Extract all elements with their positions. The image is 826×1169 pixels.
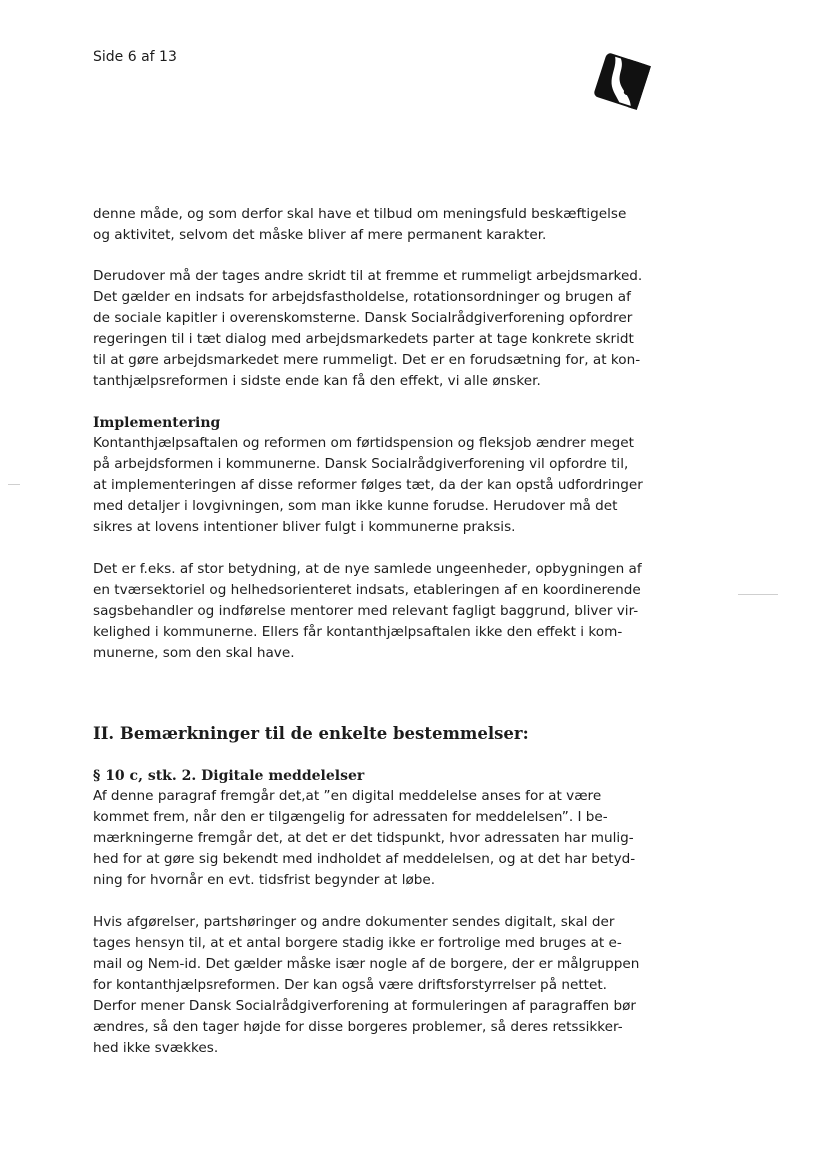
text-line: mail og Nem-id. Det gælder måske især nogle af de borgere, der er målgruppen	[93, 956, 640, 972]
text-line: ning for hvornår en evt. tidsfrist begynder at løbe.	[93, 872, 436, 888]
text-line: til at gøre arbejdsmarkedet mere rummeligt. Det er en forudsætning for, at kon-	[93, 352, 641, 368]
text-line: kommet frem, når den er tilgængelig for adressaten for meddelelsen”. I be-	[93, 809, 608, 825]
paragraph-implementering	[93, 433, 693, 538]
text-line: mærkningerne fremgår det, at det er det tidspunkt, hvor adressaten har mulig-	[93, 830, 634, 846]
text-line: med detaljer i lovgivningen, som man ikke kunne forudse. Herudover må det	[93, 498, 618, 514]
text-line: Derfor mener Dansk Socialrådgiverforening at formuleringen af paragraffen bør	[93, 998, 636, 1014]
text-line: kelighed i kommunerne. Ellers får kontanthjælpsaftalen ikke den effekt i kom-	[93, 624, 623, 640]
text-line: sikres at lovens intentioner bliver fulgt i kommunerne praksis.	[93, 519, 516, 535]
text-line: Hvis afgørelser, partshøringer og andre dokumenter sendes digitalt, skal der	[93, 914, 615, 930]
scan-speck	[738, 594, 778, 595]
paragraph-digital-meddelelse	[93, 786, 693, 891]
text-line: og aktivitet, selvom det måske bliver af mere permanent karakter.	[93, 227, 547, 243]
heading-section-2: II. Bemærkninger til de enkelte bestemmelser:	[93, 724, 529, 743]
paragraph-stor-betydning	[93, 559, 693, 664]
text-line: Af denne paragraf fremgår det,at ”en digital meddelelse anses for at være	[93, 788, 602, 804]
text-line: denne måde, og som derfor skal have et tilbud om meningsfuld beskæftigelse	[93, 206, 627, 222]
text-line: regeringen til i tæt dialog med arbejdsmarkedets parter at tage konkrete skridt	[93, 331, 634, 347]
dice-logo-icon	[590, 50, 654, 112]
scan-speck	[8, 484, 20, 485]
paragraph-sendes-digitalt	[93, 912, 693, 1059]
text-line: Kontanthjælpsaftalen og reformen om førtidspension og fleksjob ændrer meget	[93, 435, 634, 451]
text-line: ændres, så den tager højde for disse borgeres problemer, så deres retssikker-	[93, 1019, 623, 1035]
text-line: Det er f.eks. af stor betydning, at de nye samlede ungeenheder, opbygningen af	[93, 561, 642, 577]
text-line: Det gælder en indsats for arbejdsfastholdelse, rotationsordninger og brugen af	[93, 289, 631, 305]
text-line: for kontanthjælpsreformen. Der kan også være driftsforstyrrelser på nettet.	[93, 977, 607, 993]
text-line: Derudover må der tages andre skridt til at fremme et rummeligt arbejdsmarked.	[93, 268, 643, 284]
text-line: at implementeringen af disse reformer følges tæt, da der kan opstå udfordringer	[93, 477, 643, 493]
text-line: sagsbehandler og indførelse mentorer med relevant fagligt baggrund, bliver vir-	[93, 603, 639, 619]
heading-implementering: Implementering	[93, 415, 221, 431]
text-line: hed for at gøre sig bekendt med indholdet af meddelelsen, og at det har betyd-	[93, 851, 636, 867]
text-line: tages hensyn til, at et antal borgere stadig ikke er fortrolige med bruges at e-	[93, 935, 622, 951]
heading-paragraf-10c: § 10 c, stk. 2. Digitale meddelelser	[93, 768, 365, 784]
page-number: Side 6 af 13	[93, 49, 177, 65]
text-line: på arbejdsformen i kommunerne. Dansk Socialrådgiverforening vil opfordre til,	[93, 456, 629, 472]
text-line: munerne, som den skal have.	[93, 645, 295, 661]
text-line: en tværsektoriel og helhedsorienteret indsats, etableringen af en koordinerende	[93, 582, 641, 598]
text-line: hed ikke svækkes.	[93, 1040, 219, 1056]
paragraph-rummeligt-arbejdsmarked	[93, 266, 693, 392]
text-line: de sociale kapitler i overenskomsterne. Dansk Socialrådgiverforening opfordrer	[93, 310, 633, 326]
paragraph-intro-continuation	[93, 204, 693, 246]
text-line: tanthjælpsreformen i sidste ende kan få den effekt, vi alle ønsker.	[93, 373, 541, 389]
